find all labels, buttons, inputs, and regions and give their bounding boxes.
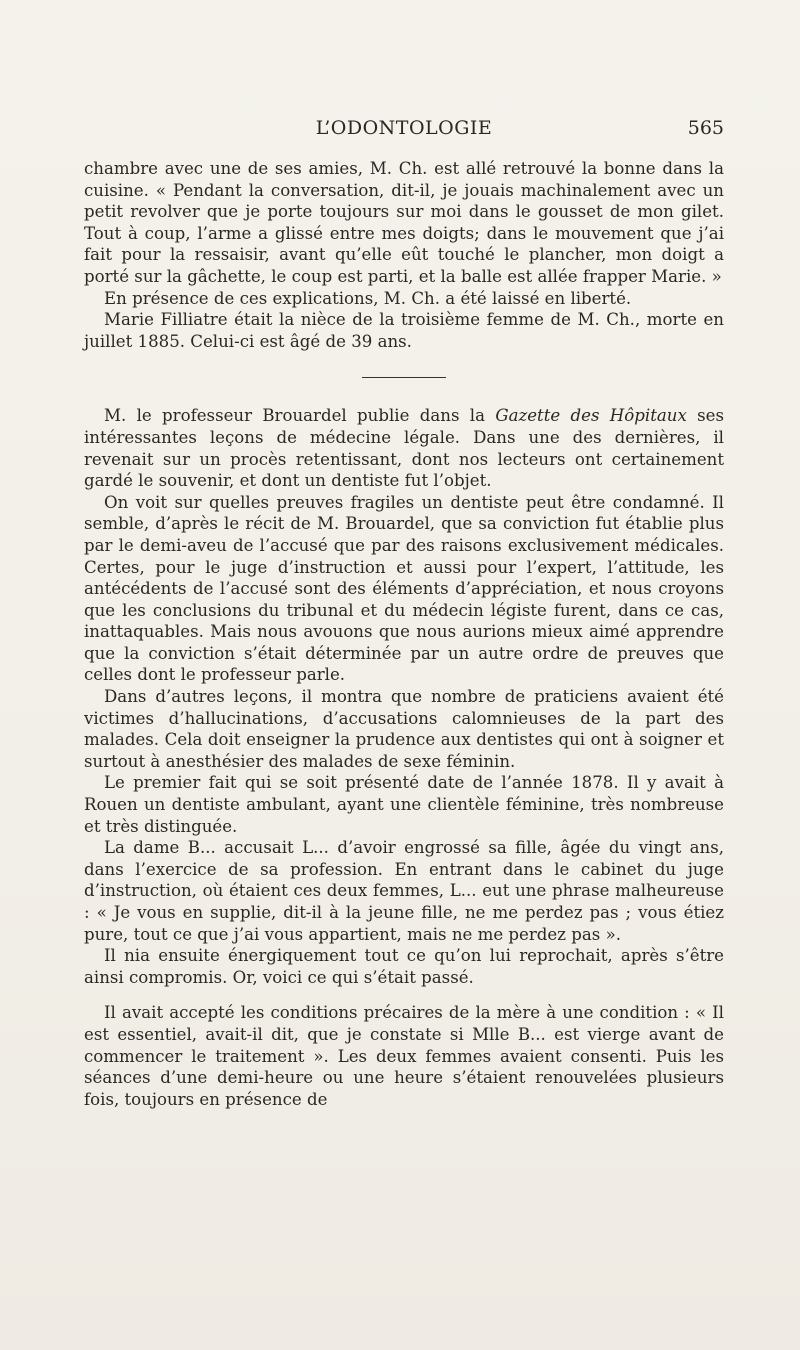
paragraph: chambre avec une de ses amies, M. Ch. est allé retrouvé la bonne dans la cuisine. « Pendant la conversation, dit-il, je jouais machinalement avec un petit revolver que je porte toujours sur moi dans le gousset de mon gilet. Tout à coup, l’arme a glissé entre mes doigts; dans le mouvement que j’ai fait pour la ressaisir, avant qu’elle eût touché le plancher, mon doigt a porté sur la gâchette, le coup est parti, et la balle est allée frapper Marie. »	[84, 159, 724, 286]
paragraph: Dans d’autres leçons, il montra que nombre de praticiens avaient été victimes d’hallucinations, d’accusations calomnieuses de la part des malades. Cela doit enseigner la prudence aux dentistes qui ont à soigner et surtout à anesthésier des malades de sexe féminin.	[84, 687, 724, 771]
paragraph: Il avait accepté les conditions précaires de la mère à une condition : « Il est essentiel, avait-il dit, que je constate si Mlle B... est vierge avant de commencer le traitement ». Les deux femmes avaient consenti. Puis les séances d’une demi-heure ou une heure s’étaient renouvelées plusieurs fois, toujours en présence de	[84, 1003, 724, 1109]
paragraph-text: ses intéressantes leçons de médecine légale. Dans une des dernières, il revenait sur un procès retentissant, dont nos lecteurs ont certainement gardé le souvenir, et dont un dentiste fut l’objet.	[84, 406, 724, 491]
paragraph-text: M. le professeur Brouardel publie dans la	[104, 406, 496, 426]
paragraph: Marie Filliatre était la nièce de la troisième femme de M. Ch., morte en juillet 1885. Celui-ci est âgé de 39 ans.	[84, 310, 724, 351]
paragraph: Le premier fait qui se soit présenté date de l’année 1878. Il y avait à Rouen un dentiste ambulant, ayant une clientèle féminine, très nombreuse et très distinguée.	[84, 773, 724, 836]
paragraph: La dame B... accusait L... d’avoir engrossé sa fille, âgée du vingt ans, dans l’exercice de sa profession. En entrant dans le cabinet du juge d’instruction, où étaient ces deux femmes, L... eut une phrase malheureuse : « Je vous en supplie, dit-il à la jeune fille, ne me perdez pas ; vous étiez pure, tout ce que j’ai vous appartient, mais ne me perdez pas ».	[84, 838, 724, 944]
paragraph: On voit sur quelles preuves fragiles un dentiste peut être condamné. Il semble, d’après le récit de M. Brouardel, que sa conviction fut établie plus par le demi-aveu de l’accusé que par des raisons exclusivement médicales. Certes, pour le juge d’instruction et aussi pour l’expert, l’attitude, les antécédents de l’accusé sont des éléments d’appréciation, et nous croyons que les conclusions du tribunal et du médecin légiste furent, dans ce cas, inattaquables. Mais nous avouons que nous aurions mieux aimé apprendre que la conviction s’était déterminée par un autre ordre de preuves que celles dont le professeur parle.	[84, 492, 724, 685]
running-title: L’ODONTOLOGIE	[315, 117, 493, 139]
page-number: 565	[687, 117, 724, 139]
section-separator	[362, 377, 446, 378]
paragraph: Il nia ensuite énergiquement tout ce qu’on lui reprochait, après s’être ainsi compromis. Or, voici ce qui s’était passé.	[84, 946, 724, 987]
body-text	[84, 158, 724, 1110]
paragraph	[84, 405, 724, 491]
page-header	[84, 117, 724, 145]
journal-title: Gazette des Hôpitaux	[495, 406, 687, 426]
paragraph: En présence de ces explications, M. Ch. a été laissé en liberté.	[104, 288, 632, 308]
